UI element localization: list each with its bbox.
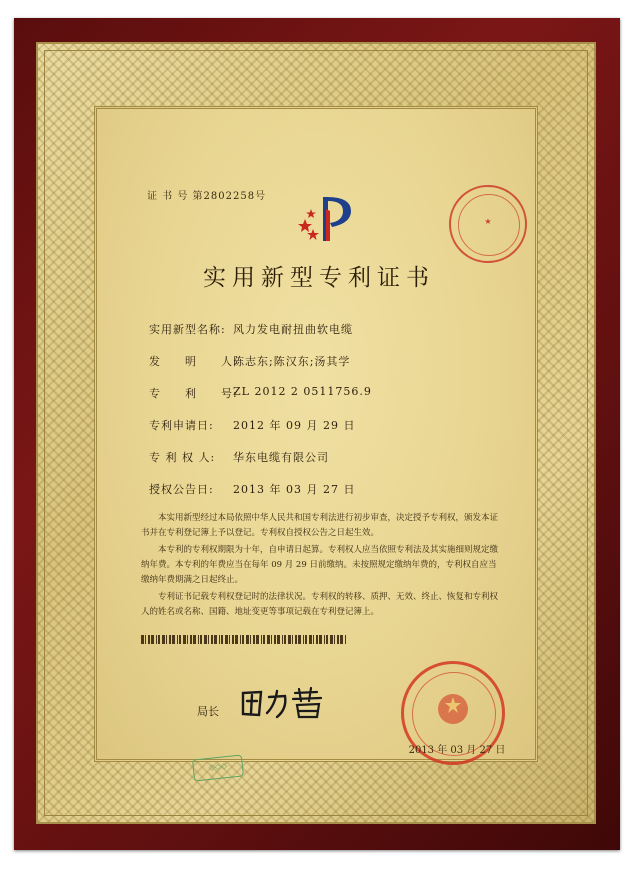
barcode-bar — [166, 635, 167, 644]
field-label-filing-date: 专利申请日: — [149, 419, 214, 432]
barcode-bar — [148, 635, 150, 644]
barcode-bar — [288, 635, 291, 644]
barcode-bar — [151, 635, 154, 644]
barcode-bar — [246, 635, 249, 644]
barcode-bar — [208, 635, 209, 644]
barcode-bar — [292, 635, 293, 644]
field-value-filing-date: 2012 年 09 月 29 日 — [233, 419, 356, 432]
barcode-bar — [298, 635, 301, 644]
barcode-bar — [187, 635, 188, 644]
barcode-bar — [240, 635, 241, 644]
barcode-bar — [235, 635, 238, 644]
barcode-bar — [330, 635, 333, 644]
barcode-bar — [267, 635, 270, 644]
barcode-bar — [261, 635, 262, 644]
barcode-bar — [156, 635, 157, 644]
barcode-bar — [309, 635, 312, 644]
barcode-bar — [326, 635, 328, 644]
barcode-bar — [334, 635, 335, 644]
barcode-bar — [253, 635, 255, 644]
barcode-bar — [271, 635, 272, 644]
barcode-bar — [172, 635, 175, 644]
barcode-bar — [200, 635, 202, 644]
director-label: 局长 — [197, 705, 219, 718]
field-value-name: 风力发电耐扭曲软电缆 — [233, 323, 353, 336]
field-value-patentee: 华东电缆有限公司 — [233, 451, 329, 464]
certificate-title: 实用新型专利证书 — [203, 265, 435, 291]
barcode-bar — [274, 635, 276, 644]
seal-date: 2013 年 03 月 27 日 — [408, 745, 506, 756]
barcode-bar — [232, 635, 234, 644]
barcode-bar — [263, 635, 265, 644]
barcode-bar — [162, 635, 165, 644]
certificate-body-text — [141, 511, 501, 622]
barcode-bar — [303, 635, 304, 644]
body-paragraph: 本实用新型经过本局依照中华人民共和国专利法进行初步审查，决定授予专利权，颁发本证书并在专利登记簿上予以登记。专利权自授权公告之日起生效。 — [141, 513, 499, 538]
barcode-bar — [219, 635, 220, 644]
barcode-bar — [337, 635, 339, 644]
barcode-bar — [340, 635, 343, 644]
barcode-bar — [305, 635, 307, 644]
barcode-bar — [256, 635, 259, 644]
patent-logo-icon — [297, 189, 357, 245]
field-label-grant-date: 授权公告日: — [149, 483, 214, 496]
barcode-bar — [177, 635, 178, 644]
barcode-bar — [229, 635, 230, 644]
barcode-icon — [141, 635, 355, 644]
certificate-wood-frame — [14, 18, 620, 850]
field-label-patent-number: 专 利 号: — [149, 387, 238, 400]
barcode-bar — [214, 635, 217, 644]
barcode-bar — [250, 635, 251, 644]
barcode-bar — [313, 635, 314, 644]
body-paragraph: 本专利的专利权期限为十年，自申请日起算。专利权人应当依照专利法及其实施细则规定缴纳年费。本专利的年费应当在每年 09 月 29 日前缴纳。未按照规定缴纳年费的，专利权自应当缴纳年费期满之日起终止。 — [141, 545, 499, 585]
barcode-bar — [204, 635, 207, 644]
barcode-bar — [284, 635, 286, 644]
barcode-bar — [183, 635, 186, 644]
barcode-bar — [221, 635, 223, 644]
barcode-bar — [277, 635, 280, 644]
field-value-patent-number: ZL 2012 2 0511756.9 — [233, 385, 372, 398]
field-label-name: 实用新型名称: — [149, 323, 226, 336]
field-label-inventor: 发 明 人: — [149, 355, 238, 368]
certificate-number: 证 书 号 第2802258号 — [147, 191, 267, 202]
barcode-bar — [190, 635, 192, 644]
top-right-stamp-icon: ★ — [449, 185, 527, 263]
barcode-bar — [198, 635, 199, 644]
barcode-bar — [141, 635, 144, 644]
barcode-bar — [316, 635, 318, 644]
barcode-bar — [295, 635, 297, 644]
field-value-grant-date: 2013 年 03 月 27 日 — [233, 483, 356, 496]
body-paragraph: 专利证书记载专利权登记时的法律状况。专利权的转移、质押、无效、终止、恢复和专利权人的姓名或名称、国籍、地址变更等事项记载在专利登记簿上。 — [141, 592, 499, 617]
field-label-patentee: 专 利 权 人: — [149, 451, 216, 464]
barcode-bar — [319, 635, 322, 644]
barcode-bar — [193, 635, 196, 644]
barcode-bar — [242, 635, 244, 644]
barcode-bar — [282, 635, 283, 644]
certificate-ornamental-border — [36, 42, 596, 824]
barcode-bar — [158, 635, 160, 644]
barcode-bar — [169, 635, 171, 644]
barcode-bar — [145, 635, 146, 644]
signature-icon — [237, 683, 337, 723]
certificate-panel — [94, 106, 538, 772]
green-stamp-icon: ◇◇◇ — [192, 754, 244, 781]
barcode-bar — [225, 635, 228, 644]
field-value-inventor: 陈志东;陈汉东;汤其学 — [233, 355, 351, 368]
barcode-bar — [179, 635, 181, 644]
barcode-bar — [211, 635, 213, 644]
barcode-bar — [324, 635, 325, 644]
barcode-bar — [345, 635, 346, 644]
